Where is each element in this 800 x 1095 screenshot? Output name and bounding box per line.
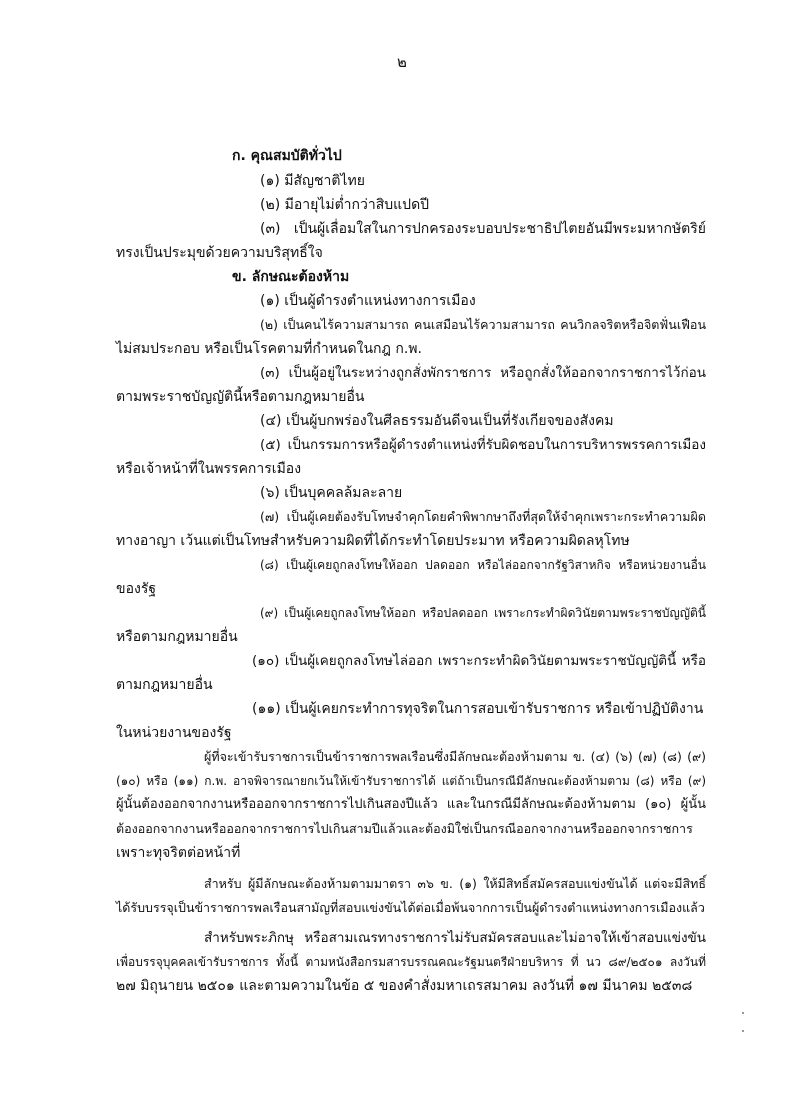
page-number: ๒ [397, 53, 407, 71]
section-b-item-2: (๒) เป็นคนไร้ความสามารถ คนเสมือนไร้ความสามารถ คนวิกลจริตหรือจิตฟั่นเฟือน [260, 317, 706, 332]
section-b-item-11: (๑๑) เป็นผู้เคยกระทำการทุจริตในการสอบเข้ารับราชการ หรือเข้าปฏิบัติงาน [252, 701, 704, 717]
section-b-item-10-continued: ตามกฎหมายอื่น [116, 677, 213, 693]
section-a-item-2: (๒) มีอายุไม่ต่ำกว่าสิบแปดปี [260, 197, 430, 213]
section-b-item-9: (๙) เป็นผู้เคยถูกลงโทษให้ออก หรือปลดออก เพราะกระทำผิดวินัยตามพระราชบัญญัตินี้ [260, 606, 706, 620]
section-a-item-3: (๓) เป็นผู้เลื่อมใสในการปกครองระบอบประชาธิปไตยอันมีพระมหากษัตริย์ [260, 221, 706, 237]
section-a-heading: ก. คุณสมบัติทั่วไป [232, 148, 342, 164]
section-b-item-8-continued: ของรัฐ [116, 581, 157, 597]
paragraph-1-line-2: (๑๐) หรือ (๑๑) ก.พ. อาจพิจารณายกเว้นให้เข้ารับราชการได้ แต่ถ้าเป็นกรณีมีลักษณะต้องห้ามตาม (๘) หรือ (๙) [116, 774, 706, 788]
paragraph-3-line-3: ๒๗ มิถุนายน ๒๕๐๑ และตามความในข้อ ๕ ของคำสั่งมหาเถรสมาคม ลงวันที่ ๑๗ มีนาคม ๒๕๓๘ [116, 978, 693, 994]
paragraph-1-line-5: เพราะทุจริตต่อหน้าที่ [116, 845, 241, 861]
section-b-item-7-continued: ทางอาญา เว้นแต่เป็นโทษสำหรับความผิดที่ได้กระทำโดยประมาท หรือความผิดลหุโทษ [116, 533, 630, 549]
section-b-item-6: (๖) เป็นบุคคลล้มละลาย [260, 485, 403, 501]
section-b-item-8: (๘) เป็นผู้เคยถูกลงโทษให้ออก ปลดออก หรือไล่ออกจากรัฐวิสาหกิจ หรือหน่วยงานอื่น [260, 558, 706, 572]
section-b-heading: ข. ลักษณะต้องห้าม [232, 269, 350, 285]
section-b-item-3-continued: ตามพระราชบัญญัตินี้หรือตามกฎหมายอื่น [116, 389, 365, 405]
section-b-item-9-continued: หรือตามกฎหมายอื่น [116, 629, 238, 645]
paragraph-2-line-1: สำหรับ ผู้มีลักษณะต้องห้ามตามมาตรา ๓๖ ข. (๑) ให้มีสิทธิ์สมัครสอบแข่งขันได้ แต่จะมีสิทธิ์ [204, 876, 706, 891]
scan-speck [742, 1012, 744, 1014]
section-a-item-1: (๑) มีสัญชาติไทย [260, 173, 365, 189]
section-b-item-4: (๔) เป็นผู้บกพร่องในศีลธรรมอันดีจนเป็นที่รังเกียจของสังคม [260, 413, 614, 429]
paragraph-1-line-1: ผู้ที่จะเข้ารับราชการเป็นข้าราชการพลเรือนซึ่งมีลักษณะต้องห้ามตาม ข. (๔) (๖) (๗) (๘) (๙) [204, 749, 706, 764]
section-b-item-10: (๑๐) เป็นผู้เคยถูกลงโทษไล่ออก เพราะกระทำผิดวินัยตามพระราชบัญญัตินี้ หรือ [252, 653, 706, 669]
paragraph-2-line-2: ได้รับบรรจุเป็นข้าราชการพลเรือนสามัญที่สอบแข่งขันได้ต่อเมื่อพ้นจากการเป็นผู้ดำรงตำแหน่งทางการเมืองแล้ว [116, 900, 705, 915]
section-b-item-11-continued: ในหน่วยงานของรัฐ [116, 725, 232, 741]
section-b-item-5-continued: หรือเจ้าหน้าที่ในพรรคการเมือง [116, 461, 302, 477]
paragraph-1-line-3: ผู้นั้นต้องออกจากงานหรือออกจากราชการไปเกินสองปีแล้ว และในกรณีมีลักษณะต้องห้ามตาม (๑๐) ผู้นั้น [116, 797, 706, 812]
section-b-item-1: (๑) เป็นผู้ดำรงตำแหน่งทางการเมือง [260, 293, 476, 309]
section-a-item-3-continued: ทรงเป็นประมุขด้วยความบริสุทธิ์ใจ [116, 245, 323, 261]
section-b-item-7: (๗) เป็นผู้เคยต้องรับโทษจำคุกโดยคำพิพากษาถึงที่สุดให้จำคุกเพราะกระทำความผิด [260, 509, 706, 524]
section-b-item-5: (๕) เป็นกรรมการหรือผู้ดำรงตำแหน่งที่รับผิดชอบในการบริหารพรรคการเมือง [260, 437, 706, 453]
paragraph-3-line-1: สำหรับพระภิกษุ หรือสามเณรทางราชการไม่รับสมัครสอบและไม่อาจให้เข้าสอบแข่งขัน [204, 930, 706, 946]
paragraph-1-line-4: ต้องออกจากงานหรือออกจากราชการไปเกินสามปีแล้วและต้องมิใช่เป็นกรณีออกจากงานหรือออกจากราชการ [116, 821, 693, 836]
section-b-item-2-continued: ไม่สมประกอบ หรือเป็นโรคตามที่กำหนดในกฎ ก.พ. [116, 341, 422, 357]
scan-speck [742, 1030, 744, 1032]
paragraph-3-line-2: เพื่อบรรจุบุคคลเข้ารับราชการ ทั้งนี้ ตามหนังสือกรมสารบรรณคณะรัฐมนตรีฝ่ายบริหาร ที่ นว ๘๙/๒๕๐๑ ลงวันที่ [116, 955, 706, 969]
section-b-item-3: (๓) เป็นผู้อยู่ในระหว่างถูกสั่งพักราชการ หรือถูกสั่งให้ออกจากราชการไว้ก่อน [260, 365, 706, 381]
